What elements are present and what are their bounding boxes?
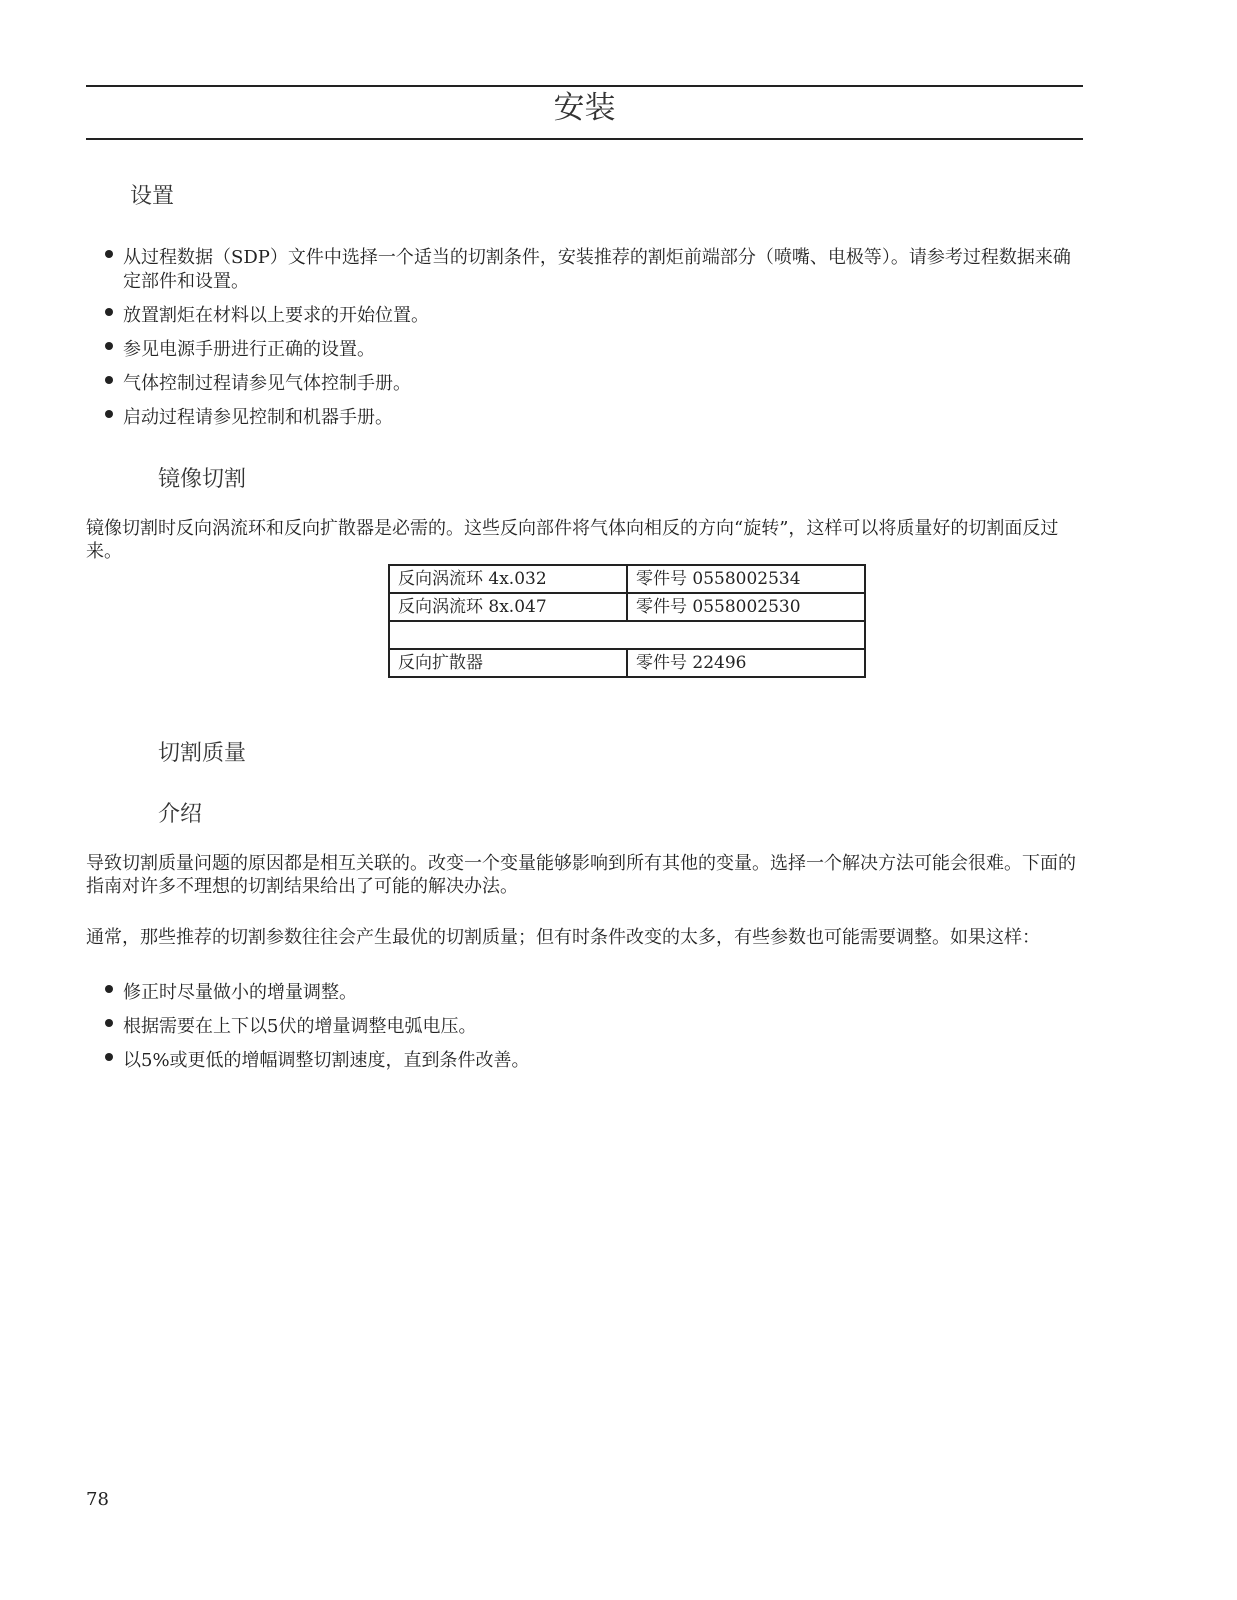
table-cell-part: 反向涡流环 4x.032 bbox=[389, 565, 627, 593]
list-item-text: 修正时尽量做小的增量调整。 bbox=[123, 982, 357, 1003]
table-cell-part-number: 零件号 0558002530 bbox=[627, 593, 865, 621]
bullet-icon bbox=[105, 985, 113, 993]
adjustment-bullet-list bbox=[100, 981, 1080, 1083]
table-cell-part: 反向扩散器 bbox=[389, 649, 627, 677]
page-title: 安装 bbox=[553, 90, 616, 126]
list-item bbox=[100, 372, 1080, 396]
table-cell-empty bbox=[389, 621, 865, 649]
list-item-text: 启动过程请参见控制和机器手册。 bbox=[123, 407, 393, 428]
list-item-text: 从过程数据（SDP）文件中选择一个适当的切割条件，安装推荐的割炬前端部分（喷嘴、电极等）。请参考过程数据来确定部件和设置。 bbox=[123, 247, 1071, 292]
list-item bbox=[100, 406, 1080, 430]
mirror-paragraph: 镜像切割时反向涡流环和反向扩散器是必需的。这些反向部件将气体向相反的方向“旋转”，这样可以将质量好的切割面反过来。 bbox=[86, 518, 1059, 562]
list-item bbox=[100, 1049, 1080, 1073]
list-item bbox=[100, 981, 1080, 1005]
list-item-text: 气体控制过程请参见气体控制手册。 bbox=[123, 373, 411, 394]
table-cell-part-number: 零件号 0558002534 bbox=[627, 565, 865, 593]
table-row bbox=[389, 649, 865, 677]
bullet-icon bbox=[105, 250, 113, 258]
parts-table bbox=[388, 564, 866, 678]
bullet-icon bbox=[105, 1019, 113, 1027]
list-item-text: 根据需要在上下以5伏的增量调整电弧电压。 bbox=[123, 1016, 477, 1037]
section-heading-quality: 切割质量 bbox=[158, 741, 247, 766]
table-row bbox=[389, 565, 865, 593]
list-item bbox=[100, 1015, 1080, 1039]
quality-usual-paragraph: 通常，那些推荐的切割参数往往会产生最优的切割质量；但有时条件改变的太多，有些参数也可能需要调整。如果这样： bbox=[86, 927, 1040, 948]
setup-bullet-list bbox=[100, 246, 1080, 440]
list-item bbox=[100, 338, 1080, 362]
section-heading-setup: 设置 bbox=[130, 184, 175, 209]
section-heading-mirror: 镜像切割 bbox=[158, 467, 247, 492]
list-item-text: 参见电源手册进行正确的设置。 bbox=[123, 339, 375, 360]
bullet-icon bbox=[105, 410, 113, 418]
list-item-text: 以5%或更低的增幅调整切割速度，直到条件改善。 bbox=[123, 1050, 530, 1071]
bullet-icon bbox=[105, 308, 113, 316]
list-item bbox=[100, 246, 1080, 294]
table-row bbox=[389, 593, 865, 621]
table-cell-part-number: 零件号 22496 bbox=[627, 649, 865, 677]
page-number: 78 bbox=[86, 1489, 109, 1510]
bullet-icon bbox=[105, 376, 113, 384]
list-item-text: 放置割炬在材料以上要求的开始位置。 bbox=[123, 305, 429, 326]
bullet-icon bbox=[105, 342, 113, 350]
subsection-heading-intro: 介绍 bbox=[158, 802, 203, 827]
quality-intro-paragraph: 导致切割质量问题的原因都是相互关联的。改变一个变量能够影响到所有其他的变量。选择一个解决方法可能会很难。下面的指南对许多不理想的切割结果给出了可能的解决办法。 bbox=[86, 853, 1076, 897]
header-bottom-rule bbox=[86, 138, 1083, 140]
table-row-empty bbox=[389, 621, 865, 649]
list-item bbox=[100, 304, 1080, 328]
table-cell-part: 反向涡流环 8x.047 bbox=[389, 593, 627, 621]
bullet-icon bbox=[105, 1053, 113, 1061]
